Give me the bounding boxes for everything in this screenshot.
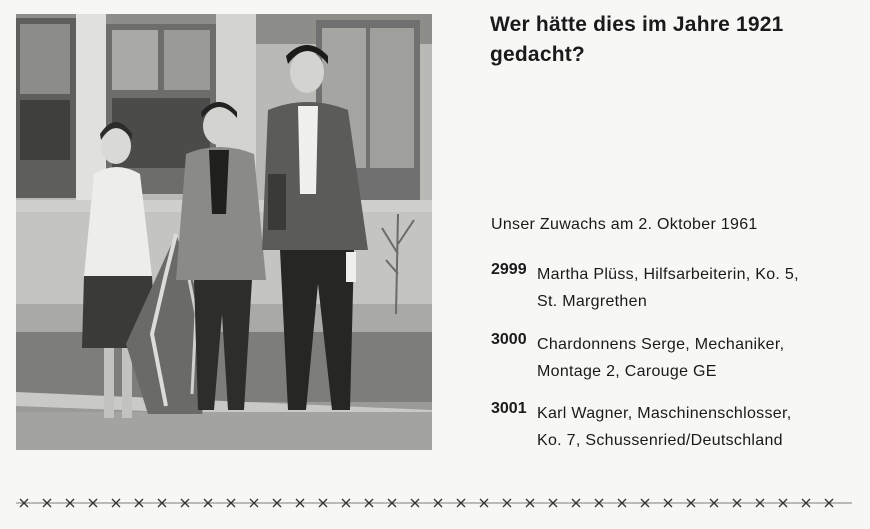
entry-line-2: St. Margrethen — [537, 293, 648, 310]
entry-line-2: Ko. 7, Schussenried/Deutschland — [537, 432, 783, 449]
entry-line-1: Martha Plüss, Hilfsarbeiterin, Ko. 5, — [537, 266, 799, 283]
group-photo — [16, 14, 432, 450]
entry-line-2: Montage 2, Carouge GE — [537, 363, 717, 380]
entry-number: 3001 — [491, 400, 527, 417]
intro-text: Unser Zuwachs am 2. Oktober 1961 — [491, 216, 758, 233]
entry-text — [537, 400, 791, 454]
entry-text — [537, 331, 784, 385]
heading-line-1: Wer hätte dies im Jahre 1921 — [490, 13, 784, 36]
entry-number: 2999 — [491, 261, 527, 278]
entry-line-1: Karl Wagner, Maschinenschlosser, — [537, 405, 792, 422]
entry-text — [537, 261, 799, 315]
heading-line-2: gedacht? — [490, 43, 585, 66]
page-heading — [490, 10, 860, 70]
entry-number: 3000 — [491, 331, 527, 348]
entry-line-1: Chardonnens Serge, Mechaniker, — [537, 336, 785, 353]
decorative-cross-rule — [16, 495, 852, 511]
